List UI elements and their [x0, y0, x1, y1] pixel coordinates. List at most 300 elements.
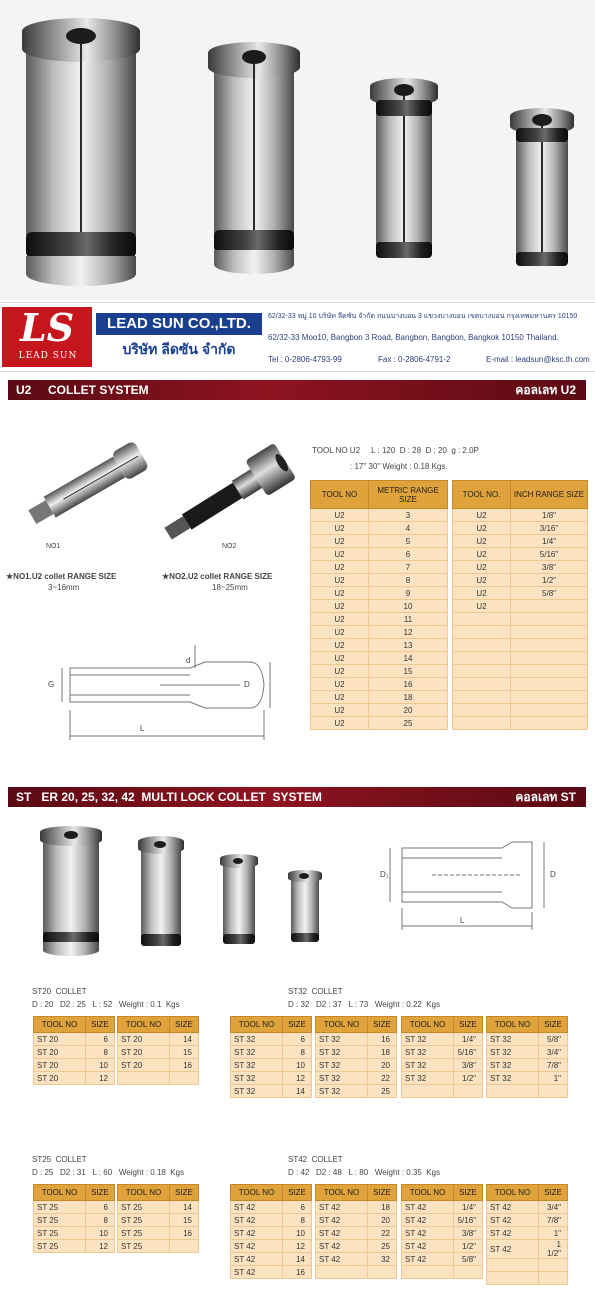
st-table-row: [231, 1253, 312, 1266]
company-header: [0, 302, 595, 372]
st-size-cell: 25: [368, 1240, 397, 1253]
st-header-size: SIZE: [283, 1185, 312, 1201]
u2-metric-header-tool: TOOL NO: [311, 481, 369, 509]
u2-metric-size-cell: 16: [369, 678, 448, 691]
u2-metric-tool-cell: U2: [311, 509, 369, 522]
st-tool-cell: [316, 1266, 368, 1279]
st-tool-cell: ST 25: [34, 1240, 86, 1253]
st-table-row: [34, 1214, 115, 1227]
st-size-cell: 5/16": [454, 1214, 483, 1227]
u2-metric-tool-cell: U2: [311, 717, 369, 730]
st-table-row: [316, 1253, 397, 1266]
st-group-2-table-1: [117, 1184, 199, 1253]
st-size-cell: 3/4": [539, 1046, 568, 1059]
st25-spec: D : 25 D2 : 31 L : 60 Weight : 0.18 Kgs: [32, 1168, 185, 1177]
u2-inch-tool-cell: U2: [453, 587, 511, 600]
collet-medium: [208, 42, 300, 274]
u2-inch-tool-cell: U2: [453, 509, 511, 522]
st-size-cell: 8: [86, 1214, 115, 1227]
u2-metric-header-size: METRIC RANGE SIZE: [369, 481, 448, 509]
u2-no1-label: NO1: [46, 543, 61, 550]
st-tool-cell: ST 32: [316, 1059, 368, 1072]
u2-metric-row: [311, 561, 448, 574]
st-table-row: [487, 1259, 568, 1272]
st-table-row: [34, 1201, 115, 1214]
u2-dim-D: D: [244, 680, 250, 689]
collet-mini: [510, 108, 574, 276]
st-size-cell: 1/2": [454, 1072, 483, 1085]
st-tool-cell: ST 32: [316, 1072, 368, 1085]
st-size-cell: 8: [283, 1046, 312, 1059]
u2-inch-size-cell: [511, 678, 588, 691]
st-table-row: [316, 1072, 397, 1085]
u2-metric-tool-cell: U2: [311, 691, 369, 704]
u2-inch-size-cell: 3/16": [511, 522, 588, 535]
u2-inch-tool-cell: U2: [453, 522, 511, 535]
st-size-cell: 6: [283, 1033, 312, 1046]
st-group-3-table-0: [230, 1184, 312, 1279]
u2-inch-size-cell: [511, 691, 588, 704]
st-size-cell: 1": [539, 1227, 568, 1240]
st-header-size: SIZE: [86, 1017, 115, 1033]
st-table-row: [487, 1201, 568, 1214]
u2-spec-line-2: : 17" 30" Weight : 0.18 Kgs.: [350, 462, 448, 471]
st-size-cell: [368, 1266, 397, 1279]
u2-collet-no1-image: [20, 430, 160, 540]
u2-metric-row: [311, 717, 448, 730]
u2-technical-drawing: [40, 640, 280, 750]
u2-inch-size-cell: 3/8": [511, 561, 588, 574]
st-tool-cell: ST 42: [402, 1227, 454, 1240]
u2-metric-tool-cell: U2: [311, 704, 369, 717]
st-size-cell: 10: [86, 1227, 115, 1240]
u2-collet-no2-image: [155, 440, 305, 550]
st-table-row: [231, 1266, 312, 1279]
st-tool-cell: ST 42: [487, 1201, 539, 1214]
st-section-title: ST ER 20, 25, 32, 42 MULTI LOCK COLLET SYSTEM: [16, 790, 322, 804]
st-tool-cell: ST 20: [34, 1059, 86, 1072]
u2-inch-tool-cell: [453, 717, 511, 730]
st-tool-cell: ST 32: [231, 1033, 283, 1046]
logo-caption: LEAD SUN: [18, 351, 78, 361]
st-size-cell: 25: [368, 1085, 397, 1098]
st-section-title-th: คอลเลท ST: [515, 790, 576, 804]
st-group-1-table-2: [401, 1016, 483, 1098]
st20-spec: D : 20 D2 : 25 L : 52 Weight : 0.1 Kgs: [32, 1000, 180, 1009]
st-size-cell: 20: [368, 1214, 397, 1227]
st-table-row: [118, 1201, 199, 1214]
st-size-cell: 22: [368, 1072, 397, 1085]
st-table-row: [231, 1227, 312, 1240]
u2-inch-row: [453, 600, 588, 613]
st-header-tool: TOOL NO: [231, 1017, 283, 1033]
u2-inch-tool-cell: [453, 652, 511, 665]
st-size-cell: [170, 1072, 199, 1085]
st-table-row: [316, 1240, 397, 1253]
u2-metric-row: [311, 613, 448, 626]
st-tool-cell: ST 42: [231, 1266, 283, 1279]
u2-metric-row: [311, 639, 448, 652]
st-section-bar: [8, 787, 586, 807]
u2-inch-size-cell: 1/4": [511, 535, 588, 548]
st-group-3-table-1: [315, 1184, 397, 1279]
st-size-cell: [170, 1240, 199, 1253]
u2-inch-row: [453, 548, 588, 561]
st-size-cell: 12: [283, 1072, 312, 1085]
u2-inch-tool-cell: [453, 626, 511, 639]
st-size-cell: 5/8": [454, 1253, 483, 1266]
st-tool-cell: ST 42: [402, 1240, 454, 1253]
st-table-row: [34, 1033, 115, 1046]
st-tool-cell: ST 25: [34, 1227, 86, 1240]
st-table-row: [402, 1059, 483, 1072]
st-table-row: [402, 1240, 483, 1253]
st-size-cell: [539, 1085, 568, 1098]
st42-spec: D : 42 D2 : 48 L : 80 Weight : 0.35 Kgs: [288, 1168, 441, 1177]
st-tool-cell: ST 42: [231, 1253, 283, 1266]
st-size-cell: 14: [170, 1201, 199, 1214]
st-header-tool: TOOL NO: [316, 1017, 368, 1033]
st-tool-cell: ST 32: [487, 1046, 539, 1059]
u2-inch-size-cell: 5/16": [511, 548, 588, 561]
u2-inch-tool-cell: U2: [453, 574, 511, 587]
st-size-cell: 18: [368, 1201, 397, 1214]
st-table-row: [316, 1227, 397, 1240]
u2-inch-size-cell: 1/2": [511, 574, 588, 587]
st-size-cell: 16: [170, 1227, 199, 1240]
u2-inch-table: [452, 480, 588, 730]
st-table-row: [402, 1253, 483, 1266]
st-size-cell: 10: [283, 1059, 312, 1072]
st-size-cell: [539, 1272, 568, 1285]
st-table-row: [402, 1266, 483, 1279]
u2-inch-row: [453, 587, 588, 600]
u2-metric-row: [311, 665, 448, 678]
st-header-size: SIZE: [539, 1017, 568, 1033]
st-table-row: [487, 1033, 568, 1046]
company-logo: [2, 307, 92, 367]
st32-title: ST32 COLLET: [288, 987, 343, 996]
st-table-row: [34, 1046, 115, 1059]
st-table-row: [316, 1085, 397, 1098]
u2-metric-size-cell: 13: [369, 639, 448, 652]
st-size-cell: 10: [86, 1059, 115, 1072]
u2-metric-tool-cell: U2: [311, 522, 369, 535]
u2-inch-size-cell: 5/8": [511, 587, 588, 600]
st-table-row: [402, 1033, 483, 1046]
st-size-cell: 32: [368, 1253, 397, 1266]
st-group-2-table-0: [33, 1184, 115, 1253]
st-header-size: SIZE: [454, 1185, 483, 1201]
u2-inch-row: [453, 704, 588, 717]
email: E-mail : leadsun@ksc.th.com: [486, 355, 590, 364]
u2-no1-range-title: ★NO1.U2 collet RANGE SIZE: [6, 572, 117, 581]
u2-no2-label: NO2: [222, 543, 237, 550]
st-group-1-table-3: [486, 1016, 568, 1098]
st-tool-cell: ST 32: [487, 1033, 539, 1046]
u2-metric-table: [310, 480, 448, 730]
st25-title: ST25 COLLET: [32, 1155, 87, 1164]
st-size-cell: 12: [283, 1240, 312, 1253]
u2-metric-row: [311, 626, 448, 639]
st-size-cell: 8: [86, 1046, 115, 1059]
st-table-row: [34, 1072, 115, 1085]
u2-no2-range: 18~25mm: [212, 583, 248, 592]
u2-inch-header-tool: TOOL NO.: [453, 481, 511, 509]
st-table-row: [316, 1214, 397, 1227]
st-dim-D: D: [550, 870, 556, 879]
st-table-row: [402, 1214, 483, 1227]
st-tool-cell: ST 20: [34, 1046, 86, 1059]
st-table-row: [316, 1059, 397, 1072]
u2-metric-row: [311, 600, 448, 613]
st-table-row: [118, 1214, 199, 1227]
st-header-tool: TOOL NO: [402, 1185, 454, 1201]
st-tool-cell: [402, 1085, 454, 1098]
u2-metric-row: [311, 691, 448, 704]
u2-inch-row: [453, 561, 588, 574]
u2-metric-size-cell: 7: [369, 561, 448, 574]
u2-inch-row: [453, 678, 588, 691]
st-tool-cell: ST 42: [231, 1201, 283, 1214]
st-tool-cell: ST 42: [316, 1201, 368, 1214]
st-size-cell: 15: [170, 1214, 199, 1227]
st-size-cell: 16: [368, 1033, 397, 1046]
st-tool-cell: ST 25: [118, 1214, 170, 1227]
st-size-cell: 20: [368, 1059, 397, 1072]
st-size-cell: [454, 1085, 483, 1098]
st-header-size: SIZE: [368, 1185, 397, 1201]
st-table-row: [118, 1033, 199, 1046]
u2-inch-row: [453, 717, 588, 730]
u2-metric-row: [311, 535, 448, 548]
st-size-cell: 1/2": [454, 1240, 483, 1253]
u2-inch-tool-cell: [453, 613, 511, 626]
u2-inch-row: [453, 613, 588, 626]
st-tool-cell: [402, 1266, 454, 1279]
st-size-cell: 15: [170, 1046, 199, 1059]
u2-metric-size-cell: 5: [369, 535, 448, 548]
st-header-size: SIZE: [86, 1185, 115, 1201]
st-size-cell: 7/8": [539, 1059, 568, 1072]
st-tool-cell: ST 32: [402, 1046, 454, 1059]
st-table-row: [231, 1033, 312, 1046]
st-table-row: [34, 1059, 115, 1072]
u2-inch-size-cell: 1/8": [511, 509, 588, 522]
st20-title: ST20 COLLET: [32, 987, 87, 996]
st-technical-drawing: [372, 828, 572, 938]
st-header-size: SIZE: [368, 1017, 397, 1033]
u2-metric-tool-cell: U2: [311, 678, 369, 691]
st-size-cell: 5/16": [454, 1046, 483, 1059]
st-tool-cell: ST 32: [316, 1046, 368, 1059]
u2-inch-size-cell: [511, 652, 588, 665]
st-table-row: [316, 1266, 397, 1279]
st-group-3-table-2: [401, 1184, 483, 1279]
u2-inch-row: [453, 574, 588, 587]
st-size-cell: 6: [86, 1033, 115, 1046]
st-size-cell: [539, 1259, 568, 1272]
st-tool-cell: [487, 1272, 539, 1285]
u2-inch-size-cell: [511, 717, 588, 730]
st-tool-cell: ST 32: [402, 1059, 454, 1072]
st-header-size: SIZE: [539, 1185, 568, 1201]
st-group-0-table-0: [33, 1016, 115, 1085]
st-table-row: [402, 1201, 483, 1214]
u2-inch-size-cell: [511, 665, 588, 678]
u2-metric-row: [311, 652, 448, 665]
st-table-row: [487, 1214, 568, 1227]
st-table-row: [34, 1227, 115, 1240]
st-header-size: SIZE: [170, 1017, 199, 1033]
u2-metric-row: [311, 704, 448, 717]
brand-name-th: บริษัท ลีดซัน จำกัด: [122, 341, 236, 357]
st-table-row: [231, 1201, 312, 1214]
u2-inch-row: [453, 626, 588, 639]
st-size-cell: 18: [368, 1046, 397, 1059]
st-group-1-table-1: [315, 1016, 397, 1098]
st-tool-cell: ST 42: [487, 1214, 539, 1227]
st-size-cell: 12: [86, 1240, 115, 1253]
u2-metric-size-cell: 3: [369, 509, 448, 522]
st-tool-cell: ST 32: [231, 1059, 283, 1072]
u2-inch-size-cell: [511, 600, 588, 613]
u2-section-bar: [8, 380, 586, 400]
st-dim-L: L: [460, 916, 465, 925]
u2-inch-row: [453, 535, 588, 548]
u2-no1-range: 3~16mm: [48, 583, 80, 592]
st-table-row: [231, 1072, 312, 1085]
u2-dim-L: L: [140, 724, 145, 733]
st-table-row: [487, 1059, 568, 1072]
u2-inch-row: [453, 652, 588, 665]
st-product-photo: [30, 820, 330, 960]
brand-name-en: LEAD SUN CO.,LTD.: [96, 313, 262, 335]
u2-inch-tool-cell: U2: [453, 600, 511, 613]
st-table-row: [487, 1072, 568, 1085]
st-tool-cell: [487, 1085, 539, 1098]
u2-dim-d: d: [186, 656, 191, 665]
st-tool-cell: ST 25: [34, 1201, 86, 1214]
st-header-tool: TOOL NO: [118, 1017, 170, 1033]
u2-section-title-th: คอลเลท U2: [515, 383, 576, 397]
st-table-row: [487, 1085, 568, 1098]
address-thai: 62/32-33 หมู่ 10 บริษัท ลีดซัน จำกัด ถนนบางบอน 3 แขวงบางบอน เขตบางบอน กรุงเทพมหานคร 10150: [268, 313, 578, 320]
u2-metric-tool-cell: U2: [311, 600, 369, 613]
st-size-cell: 6: [86, 1201, 115, 1214]
u2-inch-tool-cell: U2: [453, 535, 511, 548]
st-group-1-table-0: [230, 1016, 312, 1098]
telephone: Tel : 0-2806-4793-99: [268, 355, 342, 364]
st-tool-cell: ST 32: [316, 1033, 368, 1046]
u2-metric-tool-cell: U2: [311, 613, 369, 626]
st-tool-cell: ST 42: [487, 1240, 539, 1259]
u2-spec-line-1: TOOL NO U2 L : 120 D : 28 D : 20 g : 2.0P: [312, 446, 479, 455]
st-table-row: [316, 1201, 397, 1214]
fax: Fax : 0-2806-4791-2: [378, 355, 451, 364]
st-table-row: [316, 1033, 397, 1046]
st-size-cell: 16: [170, 1059, 199, 1072]
st42-title: ST42 COLLET: [288, 1155, 343, 1164]
st-table-row: [402, 1046, 483, 1059]
st-table-row: [118, 1227, 199, 1240]
st-size-cell: 6: [283, 1201, 312, 1214]
u2-metric-tool-cell: U2: [311, 652, 369, 665]
st-table-row: [231, 1214, 312, 1227]
u2-no2-range-title: ★NO2.U2 collet RANGE SIZE: [162, 572, 273, 581]
st-size-cell: 1/4": [454, 1033, 483, 1046]
u2-inch-row: [453, 665, 588, 678]
st-size-cell: 3/8": [454, 1059, 483, 1072]
st-table-row: [487, 1046, 568, 1059]
u2-inch-tool-cell: [453, 678, 511, 691]
u2-inch-tool-cell: [453, 691, 511, 704]
st-tool-cell: ST 20: [118, 1046, 170, 1059]
u2-section-title: U2 COLLET SYSTEM: [16, 383, 149, 397]
u2-metric-size-cell: 4: [369, 522, 448, 535]
u2-metric-size-cell: 15: [369, 665, 448, 678]
u2-metric-tool-cell: U2: [311, 587, 369, 600]
u2-inch-tool-cell: [453, 639, 511, 652]
st-table-row: [118, 1240, 199, 1253]
u2-inch-row: [453, 639, 588, 652]
u2-metric-tool-cell: U2: [311, 626, 369, 639]
u2-metric-size-cell: 20: [369, 704, 448, 717]
st-header-tool: TOOL NO: [34, 1185, 86, 1201]
st-size-cell: 1": [539, 1072, 568, 1085]
u2-dim-G: G: [48, 680, 55, 689]
logo-mark: LS: [20, 305, 75, 350]
st-header-tool: TOOL NO: [487, 1017, 539, 1033]
u2-inch-size-cell: [511, 626, 588, 639]
hero-product-photo: [0, 0, 595, 300]
u2-metric-tool-cell: U2: [311, 639, 369, 652]
u2-metric-size-cell: 14: [369, 652, 448, 665]
st-size-cell: 14: [170, 1033, 199, 1046]
st-size-cell: 3/8": [454, 1227, 483, 1240]
st-tool-cell: [487, 1259, 539, 1272]
st-tool-cell: ST 42: [402, 1201, 454, 1214]
u2-metric-row: [311, 509, 448, 522]
st-size-cell: 22: [368, 1227, 397, 1240]
st-table-row: [487, 1240, 568, 1259]
collet-small: [370, 78, 438, 268]
st-tool-cell: [118, 1072, 170, 1085]
u2-metric-size-cell: 8: [369, 574, 448, 587]
u2-inch-row: [453, 522, 588, 535]
st-tool-cell: ST 20: [118, 1059, 170, 1072]
st-size-cell: 3/4": [539, 1201, 568, 1214]
st-size-cell: 1/4": [454, 1201, 483, 1214]
st-size-cell: 8: [283, 1214, 312, 1227]
u2-inch-header-size: INCH RANGE SIZE: [511, 481, 588, 509]
st-tool-cell: ST 32: [316, 1085, 368, 1098]
st-group-3-table-3: [486, 1184, 568, 1285]
st-table-row: [231, 1059, 312, 1072]
st-tool-cell: ST 42: [487, 1227, 539, 1240]
st-size-cell: 1 1/2": [539, 1240, 568, 1259]
st-tool-cell: ST 42: [402, 1253, 454, 1266]
st-group-0-table-1: [117, 1016, 199, 1085]
st-table-row: [118, 1046, 199, 1059]
st-header-tool: TOOL NO: [34, 1017, 86, 1033]
st-size-cell: 12: [86, 1072, 115, 1085]
u2-metric-size-cell: 9: [369, 587, 448, 600]
u2-inch-tool-cell: U2: [453, 561, 511, 574]
st-header-size: SIZE: [454, 1017, 483, 1033]
st-tool-cell: ST 42: [316, 1227, 368, 1240]
u2-metric-size-cell: 18: [369, 691, 448, 704]
